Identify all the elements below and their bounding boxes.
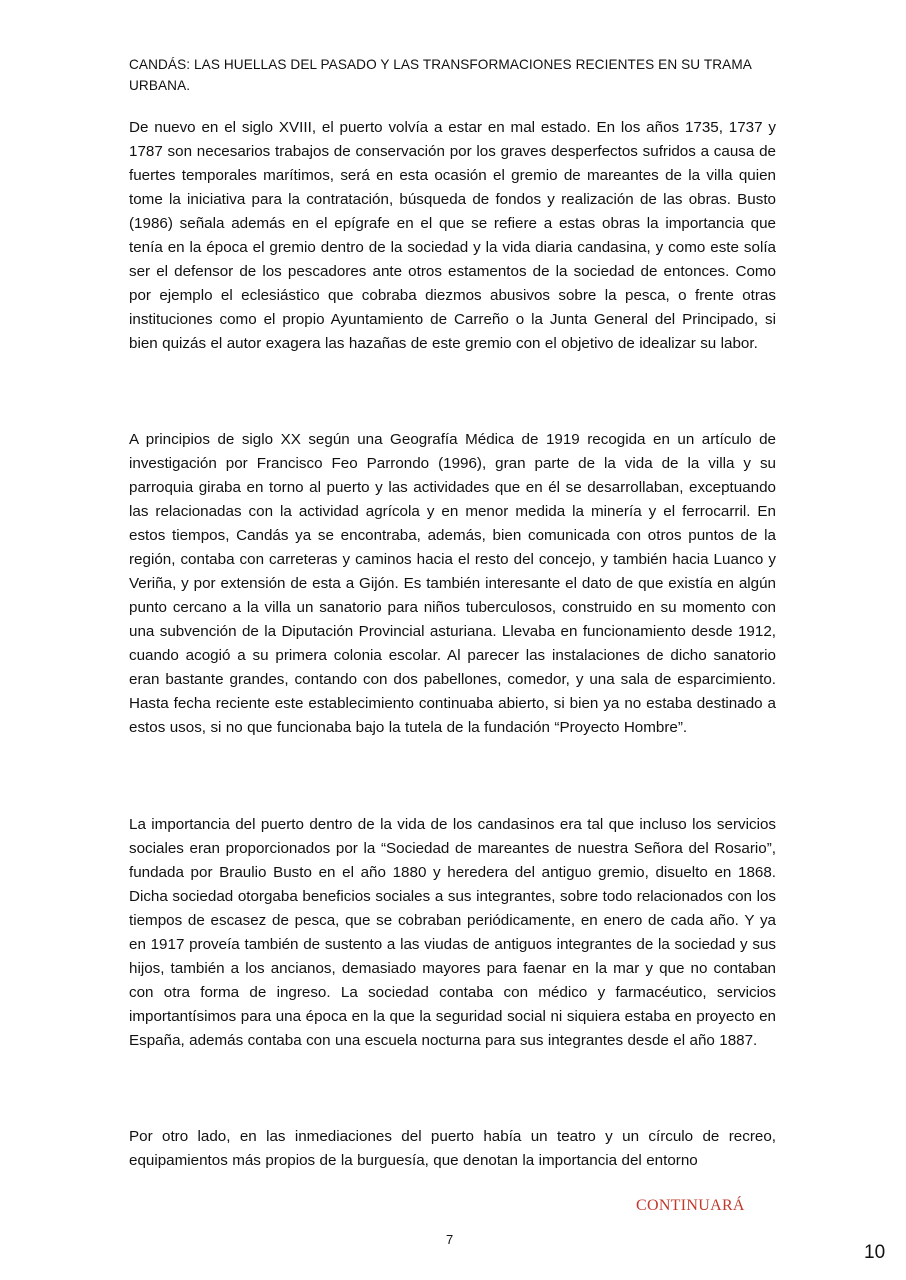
paragraph-3: La importancia del puerto dentro de la vida de los candasinos era tal que incluso los servicios sociales eran proporcionados por la “Sociedad de mareantes de nuestra Señora del Rosario”, fundada por Braulio Busto en el año 1880 y heredera del antiguo gremio, disuelto en 1868. Dicha sociedad otorgaba beneficios sociales a sus integrantes, sobre todo relacionados con los tiempos de escasez de pesca, que se cobraban periódicamente, en enero de cada año. Y ya en 1917 proveía también de sustento a las viudas de antiguos integrantes de la sociedad y sus hijos, también a los ancianos, demasiado mayores para faenar en la mar y que no contaban con otra forma de ingreso. La sociedad contaba con médico y farmacéutico, servicios importantísimos para una época en la que la seguridad social ni siquiera estaba en proyecto en España, además contaba con una escuela nocturna para sus integrantes desde el año 1887. — [129, 816, 776, 1049]
page-number: 7 — [446, 1232, 454, 1247]
page-title: CANDÁS: LAS HUELLAS DEL PASADO Y LAS TRANSFORMACIONES RECIENTES EN SU TRAMA URBANA. — [129, 57, 752, 93]
paragraph-4: Por otro lado, en las inmediaciones del puerto había un teatro y un círculo de recreo, equipamientos más propios de la burguesía, que denotan la importancia del entorno — [129, 1128, 776, 1169]
sheet-number: 10 — [864, 1242, 886, 1263]
continue-label: CONTINUARÁ — [636, 1197, 745, 1214]
paragraph-1: De nuevo en el siglo XVIII, el puerto volvía a estar en mal estado. En los años 1735, 1737 y 1787 son necesarios trabajos de conservación por los graves desperfectos sufridos a causa de fuertes temporales marítimos, será en esta ocasión el gremio de mareantes de la villa quien tome la iniciativa para la contratación, búsqueda de fondos y realización de las obras. Busto (1986) señala además en el epígrafe en el que se refiere a estas obras la importancia que tenía en la época el gremio dentro de la sociedad y la vida diaria candasina, y como este solía ser el defensor de los pescadores ante otros estamentos de la sociedad de entonces. Como por ejemplo el eclesiástico que cobraba diezmos abusivos sobre la pesca, o frente otras instituciones como el propio Ayuntamiento de Carreño o la Junta General del Principado, si bien quizás el autor exagera las hazañas de este gremio con el objetivo de idealizar su labor. — [129, 119, 776, 352]
paragraph-2: A principios de siglo XX según una Geografía Médica de 1919 recogida en un artículo de investigación por Francisco Feo Parrondo (1996), gran parte de la vida de la villa y su parroquia giraba en torno al puerto y las actividades que en él se desarrollaban, exceptuando las relacionadas con la actividad agrícola y en menor medida la minería y el ferrocarril. En estos tiempos, Candás ya se encontraba, además, bien comunicada con otros puntos de la región, contaba con carreteras y caminos hacia el resto del concejo, y también hacia Luanco y Veriña, y por extensión de esta a Gijón. Es también interesante el dato de que existía en algún punto cercano a la villa un sanatorio para niños tuberculosos, construido en su momento con una subvención de la Diputación Provincial asturiana. Llevaba en funcionamiento desde 1912, cuando acogió a su primera colonia escolar. Al parecer las instalaciones de dicho sanatorio eran bastante grandes, contando con dos pabellones, comedor, y una sala de esparcimiento. Hasta fecha reciente este establecimiento continuaba abierto, si bien ya no estaba destinado a estos usos, si no que funcionaba bajo la tutela de la fundación “Proyecto Hombre”. — [129, 431, 776, 736]
